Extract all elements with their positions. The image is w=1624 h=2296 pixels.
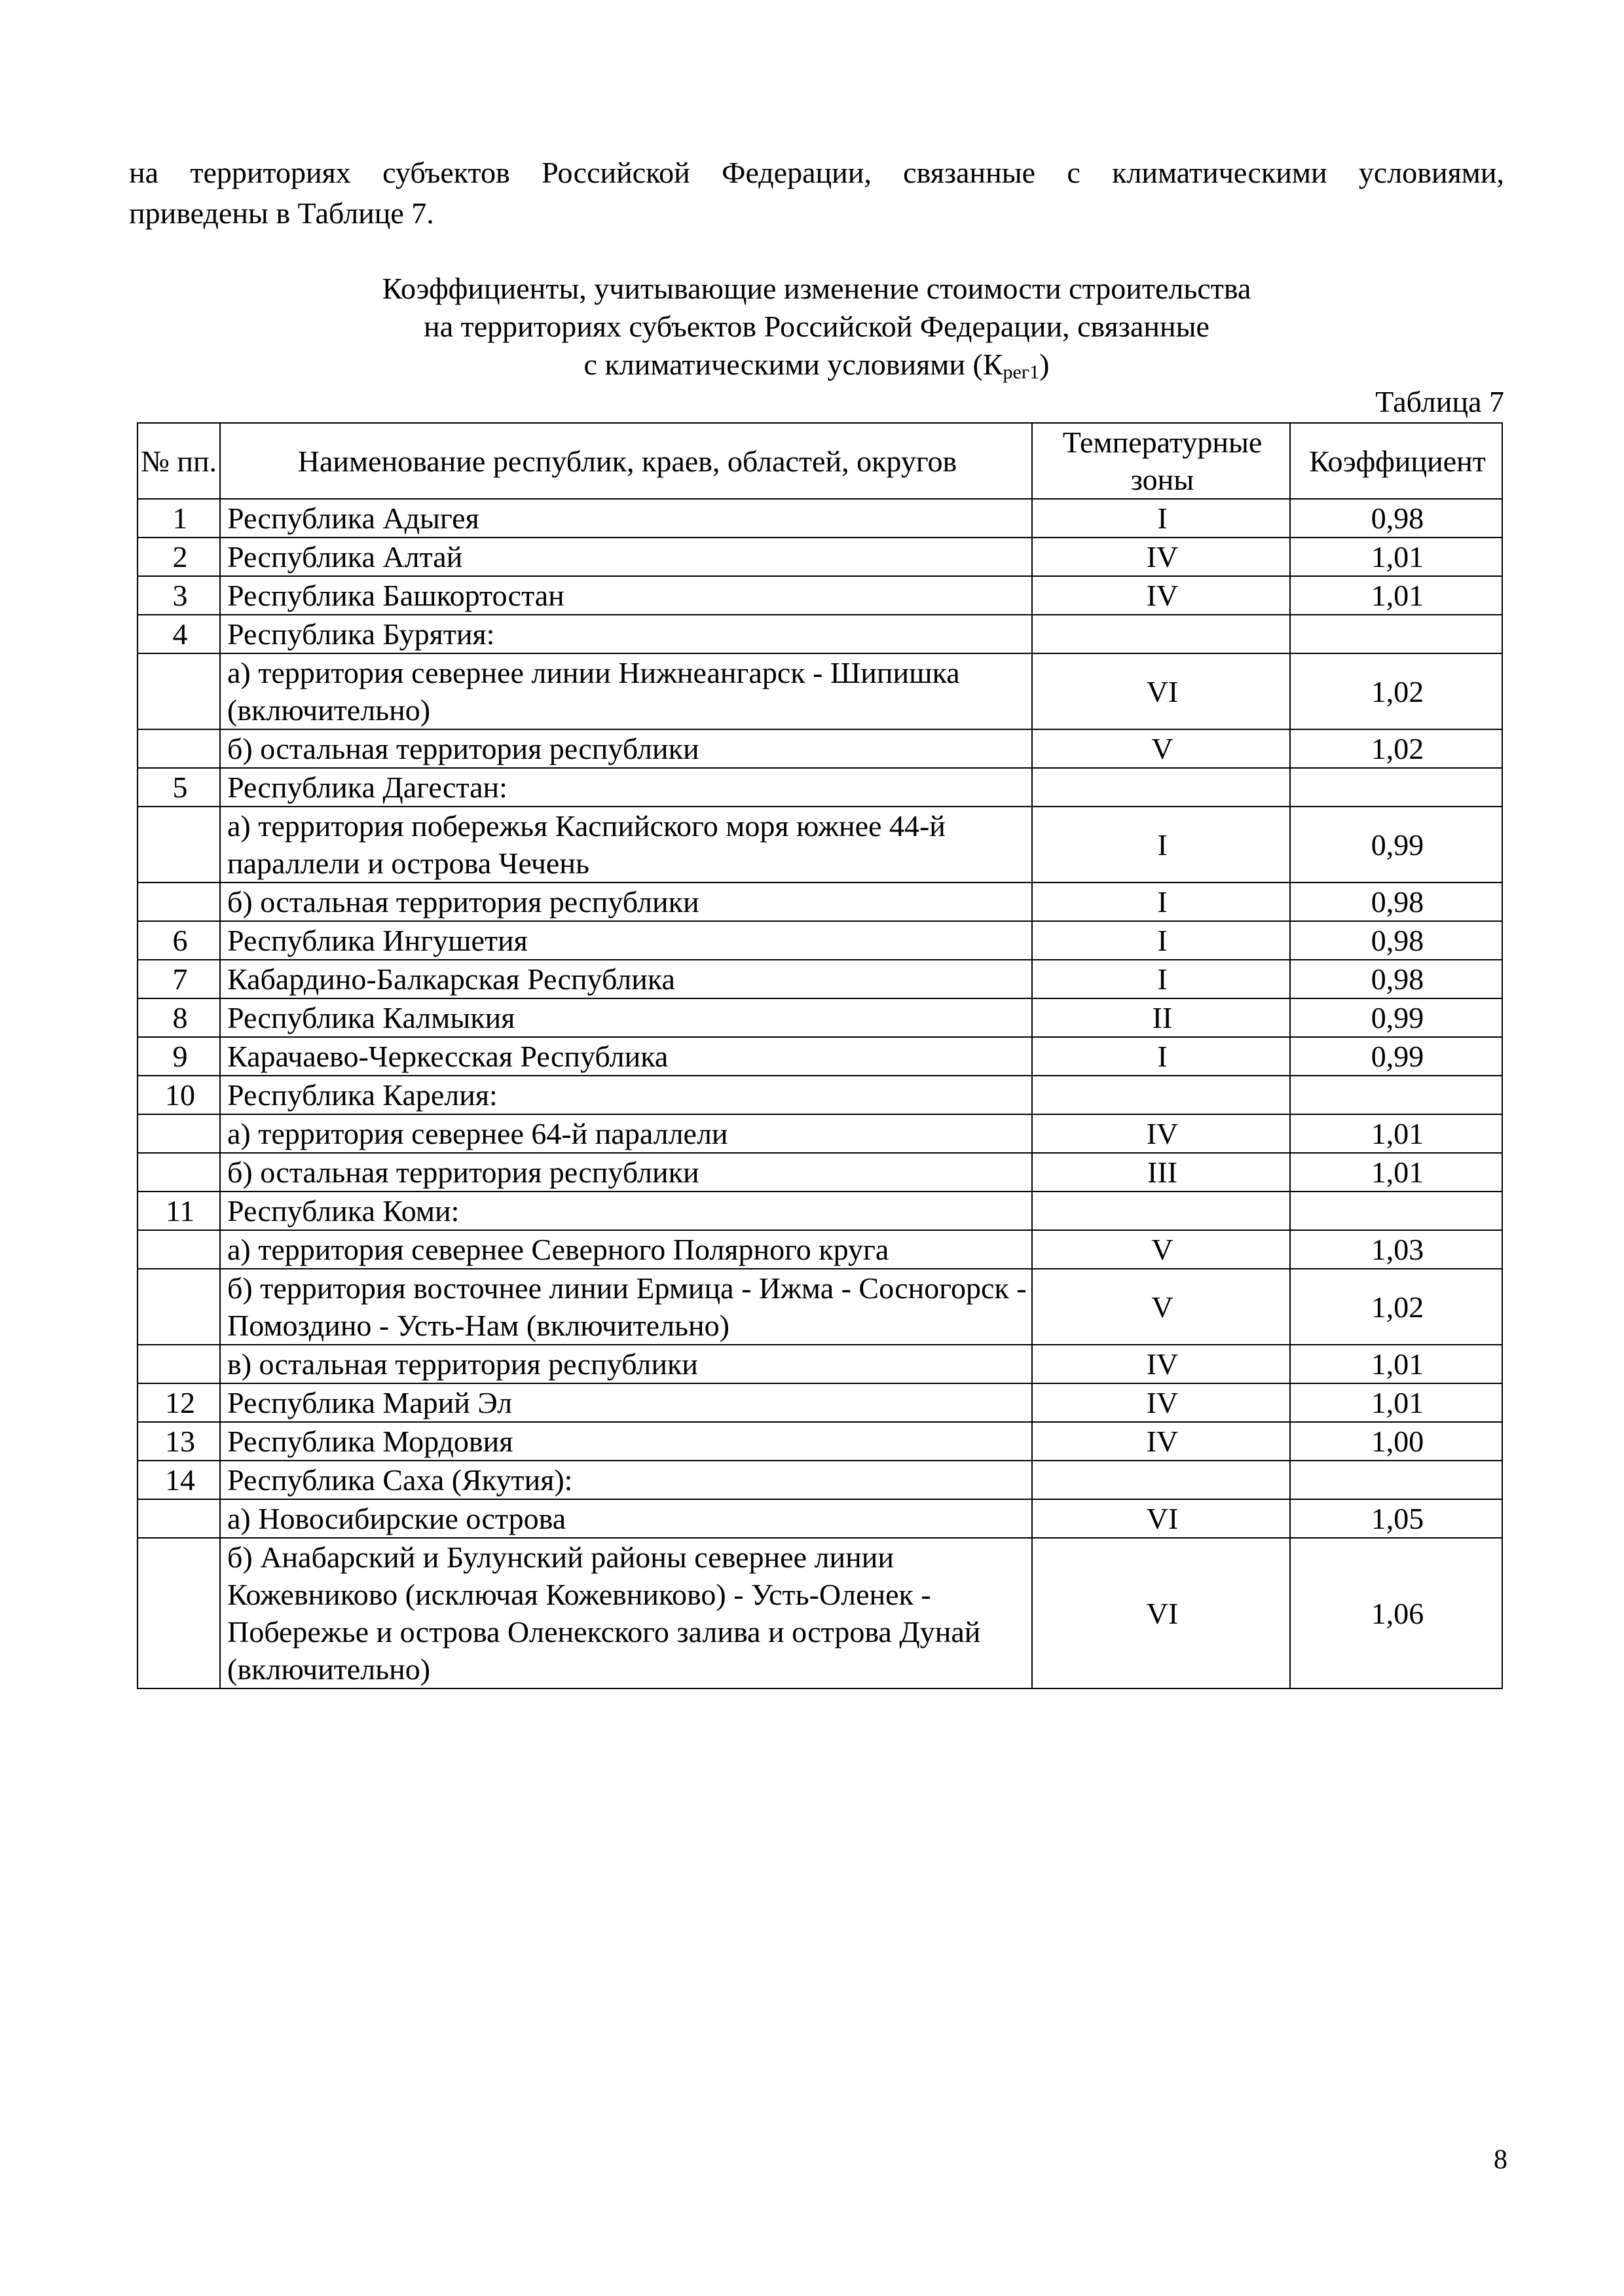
cell-num: 4 xyxy=(138,615,220,653)
cell-name: Республика Адыгея xyxy=(220,499,1032,538)
table-row xyxy=(138,1422,1502,1461)
table-row xyxy=(138,538,1502,576)
table-row xyxy=(138,1345,1502,1383)
cell-coeff: 1,05 xyxy=(1290,1499,1502,1538)
table-row xyxy=(138,1383,1502,1422)
cell-coeff: 1,02 xyxy=(1290,1269,1502,1345)
table-row xyxy=(138,768,1502,807)
cell-zone: V xyxy=(1032,729,1290,768)
table-row xyxy=(138,1114,1502,1153)
caption-line-1: Коэффициенты, учитывающие изменение стоимости строительства xyxy=(382,272,1251,305)
cell-num xyxy=(138,883,220,921)
cell-num: 13 xyxy=(138,1422,220,1461)
cell-num xyxy=(138,1114,220,1153)
cell-name: Республика Алтай xyxy=(220,538,1032,576)
cell-zone: I xyxy=(1032,1037,1290,1076)
cell-zone: I xyxy=(1032,883,1290,921)
table-label: Таблица 7 xyxy=(1375,385,1504,418)
cell-zone: VI xyxy=(1032,1538,1290,1688)
cell-coeff: 0,99 xyxy=(1290,998,1502,1037)
cell-zone: V xyxy=(1032,1230,1290,1269)
cell-num: 10 xyxy=(138,1076,220,1114)
cell-coeff: 0,98 xyxy=(1290,960,1502,998)
intro-line-2: приведены в Таблице 7. xyxy=(129,196,434,230)
cell-name: Республика Мордовия xyxy=(220,1422,1032,1461)
table-row xyxy=(138,998,1502,1037)
cell-coeff xyxy=(1290,768,1502,807)
cell-coeff: 0,98 xyxy=(1290,499,1502,538)
caption-line-3-end: ) xyxy=(1039,348,1050,381)
cell-name: Республика Карелия: xyxy=(220,1076,1032,1114)
cell-name: Республика Калмыкия xyxy=(220,998,1032,1037)
cell-zone: I xyxy=(1032,499,1290,538)
cell-num xyxy=(138,1538,220,1688)
cell-num: 12 xyxy=(138,1383,220,1422)
table-row xyxy=(138,921,1502,960)
cell-coeff xyxy=(1290,1461,1502,1499)
cell-num xyxy=(138,1499,220,1538)
cell-coeff: 1,06 xyxy=(1290,1538,1502,1688)
cell-zone: I xyxy=(1032,807,1290,883)
table-row xyxy=(138,1153,1502,1192)
table-row xyxy=(138,1538,1502,1688)
table-row xyxy=(138,1269,1502,1345)
cell-name: б) Анабарский и Булунский районы севернее линии Кожевниково (исключая Кожевниково) - Усть-Оленек - Побережье и острова Оленекского залива и острова Дунай (включительно) xyxy=(220,1538,1032,1688)
cell-name: а) территория севернее Северного Полярного круга xyxy=(220,1230,1032,1269)
cell-name: а) Новосибирские острова xyxy=(220,1499,1032,1538)
table-row xyxy=(138,653,1502,729)
cell-num xyxy=(138,729,220,768)
cell-coeff: 1,02 xyxy=(1290,653,1502,729)
table-row xyxy=(138,1076,1502,1114)
cell-num: 8 xyxy=(138,998,220,1037)
cell-zone xyxy=(1032,1192,1290,1230)
cell-zone: IV xyxy=(1032,1422,1290,1461)
cell-zone: IV xyxy=(1032,1114,1290,1153)
cell-num: 7 xyxy=(138,960,220,998)
page-number: 8 xyxy=(1494,2145,1507,2175)
cell-num: 5 xyxy=(138,768,220,807)
table-row xyxy=(138,729,1502,768)
cell-name: Республика Бурятия: xyxy=(220,615,1032,653)
cell-zone xyxy=(1032,768,1290,807)
table-body xyxy=(138,499,1502,1688)
cell-num: 3 xyxy=(138,576,220,615)
coefficients-table xyxy=(137,422,1503,1689)
cell-coeff xyxy=(1290,1076,1502,1114)
cell-num xyxy=(138,807,220,883)
header-coeff: Коэффициент xyxy=(1290,423,1502,499)
caption-subscript: рег1 xyxy=(1003,361,1040,383)
cell-coeff: 1,02 xyxy=(1290,729,1502,768)
cell-zone: IV xyxy=(1032,538,1290,576)
caption-line-3 xyxy=(129,346,1504,392)
cell-num xyxy=(138,1269,220,1345)
cell-zone xyxy=(1032,1461,1290,1499)
table-row xyxy=(138,807,1502,883)
table-row xyxy=(138,1230,1502,1269)
cell-coeff: 1,01 xyxy=(1290,576,1502,615)
cell-num: 6 xyxy=(138,921,220,960)
header-zone: Температурные зоны xyxy=(1032,423,1290,499)
cell-coeff xyxy=(1290,615,1502,653)
table-row xyxy=(138,499,1502,538)
cell-zone: II xyxy=(1032,998,1290,1037)
cell-name: Республика Ингушетия xyxy=(220,921,1032,960)
cell-name: б) остальная территория республики xyxy=(220,883,1032,921)
cell-zone xyxy=(1032,1076,1290,1114)
cell-zone: IV xyxy=(1032,576,1290,615)
cell-name: Карачаево-Черкесская Республика xyxy=(220,1037,1032,1076)
caption-line-2: на территориях субъектов Российской Федерации, связанные xyxy=(424,310,1209,343)
cell-num xyxy=(138,1345,220,1383)
cell-num: 2 xyxy=(138,538,220,576)
cell-coeff: 1,01 xyxy=(1290,1383,1502,1422)
cell-name: Республика Коми: xyxy=(220,1192,1032,1230)
cell-name: б) территория восточнее линии Ермица - Ижма - Сосногорск - Помоздино - Усть-Нам (включительно) xyxy=(220,1269,1032,1345)
cell-coeff: 1,01 xyxy=(1290,1114,1502,1153)
cell-num: 11 xyxy=(138,1192,220,1230)
table-row xyxy=(138,883,1502,921)
header-num: № пп. xyxy=(138,423,220,499)
cell-zone: VI xyxy=(1032,653,1290,729)
cell-coeff: 0,98 xyxy=(1290,883,1502,921)
cell-coeff: 1,01 xyxy=(1290,1345,1502,1383)
table-row xyxy=(138,1192,1502,1230)
table-row xyxy=(138,960,1502,998)
cell-name: б) остальная территория республики xyxy=(220,729,1032,768)
cell-num: 9 xyxy=(138,1037,220,1076)
table-row xyxy=(138,615,1502,653)
cell-zone: V xyxy=(1032,1269,1290,1345)
cell-zone: IV xyxy=(1032,1383,1290,1422)
header-name: Наименование республик, краев, областей, округов xyxy=(220,423,1032,499)
cell-coeff: 1,03 xyxy=(1290,1230,1502,1269)
cell-name: Республика Дагестан: xyxy=(220,768,1032,807)
cell-name: в) остальная территория республики xyxy=(220,1345,1032,1383)
cell-zone: III xyxy=(1032,1153,1290,1192)
cell-zone xyxy=(1032,615,1290,653)
cell-coeff: 1,00 xyxy=(1290,1422,1502,1461)
cell-zone: VI xyxy=(1032,1499,1290,1538)
cell-name: Кабардино-Балкарская Республика xyxy=(220,960,1032,998)
cell-name: Республика Башкортостан xyxy=(220,576,1032,615)
cell-name: а) территория севернее 64-й параллели xyxy=(220,1114,1032,1153)
cell-num: 14 xyxy=(138,1461,220,1499)
cell-num xyxy=(138,653,220,729)
cell-coeff xyxy=(1290,1192,1502,1230)
cell-name: Республика Саха (Якутия): xyxy=(220,1461,1032,1499)
table-row xyxy=(138,1499,1502,1538)
table-header-row xyxy=(138,423,1502,499)
cell-coeff: 0,99 xyxy=(1290,1037,1502,1076)
table-row xyxy=(138,1037,1502,1076)
cell-coeff: 0,99 xyxy=(1290,807,1502,883)
cell-name: Республика Марий Эл xyxy=(220,1383,1032,1422)
cell-zone: I xyxy=(1032,960,1290,998)
intro-paragraph xyxy=(129,153,1504,234)
cell-num xyxy=(138,1153,220,1192)
caption-line-3-main: с климатическими условиями (К xyxy=(583,348,1003,381)
cell-zone: I xyxy=(1032,921,1290,960)
table-row xyxy=(138,576,1502,615)
cell-name: а) территория севернее линии Нижнеангарск - Шипишка (включительно) xyxy=(220,653,1032,729)
cell-name: а) территория побережья Каспийского моря южнее 44-й параллели и острова Чечень xyxy=(220,807,1032,883)
cell-name: б) остальная территория республики xyxy=(220,1153,1032,1192)
table-caption xyxy=(129,270,1504,392)
cell-coeff: 0,98 xyxy=(1290,921,1502,960)
cell-num xyxy=(138,1230,220,1269)
cell-coeff: 1,01 xyxy=(1290,1153,1502,1192)
cell-coeff: 1,01 xyxy=(1290,538,1502,576)
table-row xyxy=(138,1461,1502,1499)
intro-line-1: на территориях субъектов Российской Федерации, связанные с климатическими условиями, xyxy=(129,156,1504,189)
cell-zone: IV xyxy=(1032,1345,1290,1383)
cell-num: 1 xyxy=(138,499,220,538)
